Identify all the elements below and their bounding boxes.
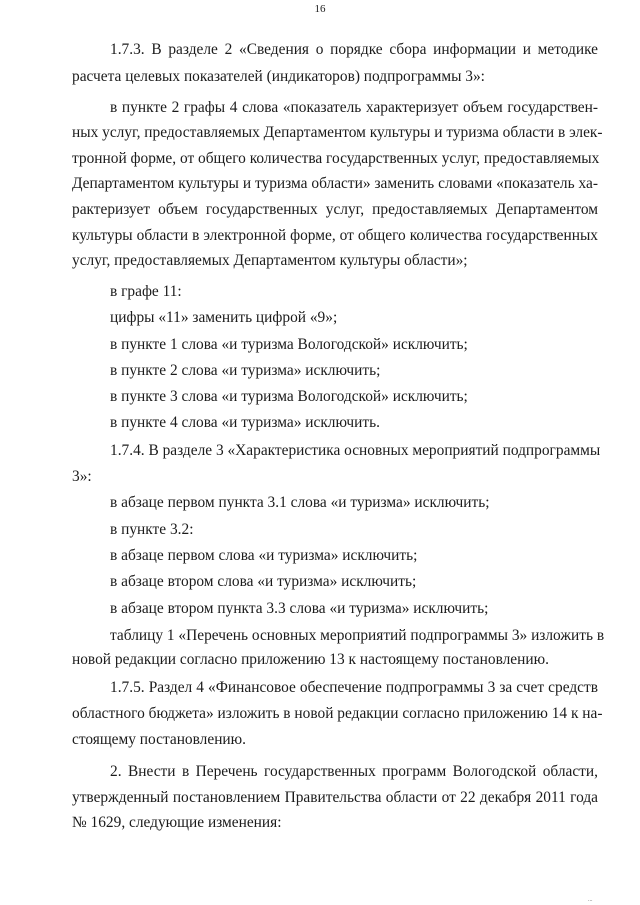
clause-3-2-line: в пункте 3.2: <box>110 521 194 538</box>
corner-scan-mark: ... <box>588 897 593 903</box>
paragraph-item-2-line-5: рактеризует объем государственных услуг, предоставляемых Департаментом <box>72 201 598 218</box>
digits-line: цифры «11» заменить цифрой «9»; <box>110 309 338 326</box>
table-1-line-1: таблицу 1 «Перечень основных мероприятий подпрограммы 3» изложить в <box>110 627 605 644</box>
paragraph-item-2-line-6: культуры области в электронной форме, от общего количества государственных <box>72 227 598 244</box>
paragraph-1-7-3-line-2: расчета целевых показателей (индикаторов) подпрограммы 3»: <box>72 68 485 85</box>
paragraph-item-2-line-3: тронной форме, от общего количества государственных услуг, предоставляемых <box>72 150 600 167</box>
paragraph-1-7-4-line-2: 3»: <box>72 468 92 485</box>
column-11-line: в графе 11: <box>110 283 182 300</box>
paragraph-item-2-line-2: ных услуг, предоставляемых Департаментом культуры и туризма области в элек- <box>72 124 603 141</box>
item-1-line: в пункте 1 слова «и туризма Вологодской» исключить; <box>110 336 468 353</box>
clause-3-3-line: в абзаце втором пункта 3.3 слова «и туризма» исключить; <box>110 600 489 617</box>
paragraph-1-7-5-line-1: 1.7.5. Раздел 4 «Финансовое обеспечение подпрограммы 3 за счет средств <box>110 679 598 696</box>
paragraph-1-7-5-line-2: областного бюджета» изложить в новой редакции согласно приложению 14 к на- <box>72 705 603 722</box>
paragraph-2-line-1: 2. Внести в Перечень государственных программ Вологодской области, <box>110 763 598 780</box>
paragraph-1-7-5-line-3: стоящему постановлению. <box>72 731 247 748</box>
clause-3-1-line: в абзаце первом пункта 3.1 слова «и туризма» исключить; <box>110 494 490 511</box>
page-number: 16 <box>314 3 326 15</box>
paragraph-item-2-line-7: услуг, предоставляемых Департаментом культуры области»; <box>72 252 468 269</box>
item-4-line: в пункте 4 слова «и туризма» исключить. <box>110 414 380 431</box>
paragraph-2-line-3: № 1629, следующие изменения: <box>72 814 282 831</box>
item-3-line: в пункте 3 слова «и туризма Вологодской» исключить; <box>110 388 468 405</box>
paragraph-2-line-2: утвержденный постановлением Правительства области от 22 декабря 2011 года <box>72 789 598 806</box>
paragraph-1-7-4-line-1: 1.7.4. В разделе 3 «Характеристика основных мероприятий подпрограммы <box>110 442 601 459</box>
paragraph-item-2-line-4: Департаментом культуры и туризма области» заменить словами «показатель ха- <box>72 175 598 192</box>
table-1-line-2: новой редакции согласно приложению 13 к настоящему постановлению. <box>72 651 549 668</box>
paragraph-1-7-3-line-1: 1.7.3. В разделе 2 «Сведения о порядке сбора информации и методике <box>110 41 598 58</box>
first-paragraph-line: в абзаце первом слова «и туризма» исключить; <box>110 547 418 564</box>
item-2-line: в пункте 2 слова «и туризма» исключить; <box>110 362 381 379</box>
second-paragraph-line: в абзаце втором слова «и туризма» исключить; <box>110 573 417 590</box>
paragraph-item-2-line-1: в пункте 2 графы 4 слова «показатель характеризует объем государствен- <box>110 99 598 116</box>
